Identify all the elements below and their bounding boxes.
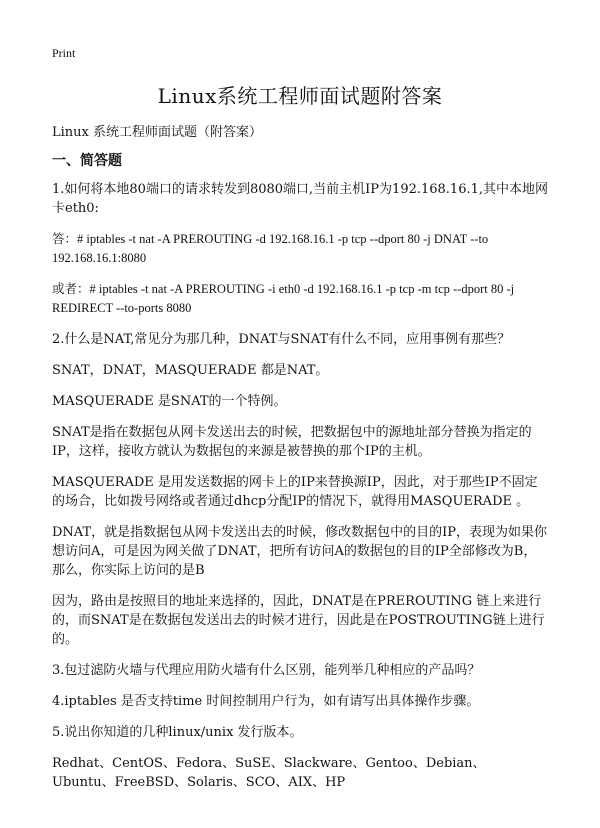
question-1: 1.如何将本地80端口的请求转发到8080端口,当前主机IP为192.168.16.1,其中本地网卡eth0: — [52, 182, 549, 216]
question-3: 3.包过滤防火墙与代理应用防火墙有什么区别，能列举几种相应的产品吗？ — [52, 663, 481, 678]
question-5: 5.说出你知道的几种linux/unix 发行版本。 — [52, 725, 303, 740]
document-body — [52, 180, 548, 802]
answer-2-snat: SNAT是指在数据包从网卡发送出去的时候，把数据包中的源地址部分替换为指定的IP，这样，接收方就认为数据包的来源是被替换的那个IP的主机。 — [52, 425, 532, 459]
answer-5-distros: Redhat、CentOS、Fedora、SuSE、Slackware、Gentoo、Debian、Ubuntu、FreeBSD、Solaris、SCO、AIX、HP — [52, 756, 486, 790]
answer-1a: 答：# iptables -t nat -A PREROUTING -d 192.168.16.1 -p tcp --dport 80 -j DNAT --to 192.168.16.1:8080 — [52, 232, 489, 265]
print-label: Print — [52, 46, 76, 60]
answer-2-routing: 因为，路由是按照目的地址来选择的，因此，DNAT是在PREROUTING 链上来进行的，而SNAT是在数据包发送出去的时候才进行，因此是在POSTROUTING链上进行的。 — [52, 594, 545, 647]
answer-1b: 或者：# iptables -t nat -A PREROUTING -i eth0 -d 192.168.16.1 -p tcp -m tcp --dport 80 -j REDIRECT --to-ports 8080 — [52, 282, 515, 315]
page-title: Linux系统工程师面试题附答案 — [157, 84, 443, 108]
answer-2-line-1: SNAT，DNAT，MASQUERADE 都是NAT。 — [52, 363, 329, 378]
answer-2-masquerade: MASQUERADE 是用发送数据的网卡上的IP来替换源IP，因此，对于那些IP不固定的场合，比如拨号网络或者通过dhcp分配IP的情况下，就得用MASQUERADE 。 — [52, 475, 538, 509]
question-4: 4.iptables 是否支持time 时间控制用户行为，如有请写出具体操作步骤。 — [52, 694, 480, 709]
answer-2-dnat: DNAT，就是指数据包从网卡发送出去的时候，修改数据包中的目的IP，表现为如果你想访问A，可是因为网关做了DNAT，把所有访问A的数据包的目的IP全部修改为B，那么，你实际上访问的是B — [52, 525, 548, 578]
question-2: 2.什么是NAT,常见分为那几种，DNAT与SNAT有什么不同，应用事例有那些？ — [52, 332, 511, 347]
document-subtitle: Linux 系统工程师面试题（附答案） — [52, 125, 262, 140]
answer-2-line-2: MASQUERADE 是SNAT的一个特例。 — [52, 394, 287, 409]
section-heading: 一、简答题 — [52, 153, 122, 169]
